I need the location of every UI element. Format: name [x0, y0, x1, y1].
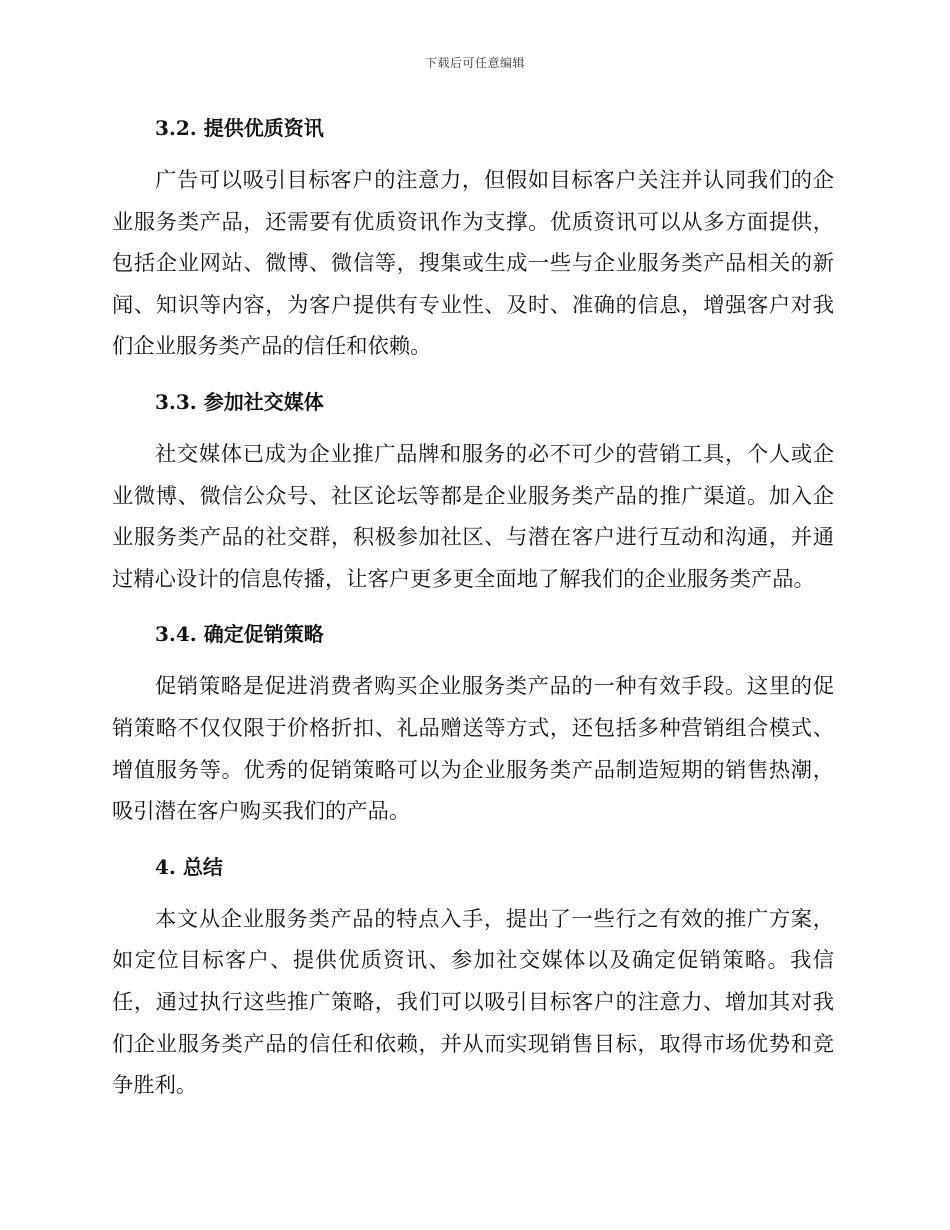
section-heading-3-2: 3.2. 提供优质资讯 [155, 116, 324, 140]
section-heading-3-3: 3.3. 参加社交媒体 [155, 389, 324, 414]
section-heading-4: 4. 总结 [155, 854, 223, 879]
section-paragraph-4: 本文从企业服务类产品的特点入手，提出了一些行之有效的推广方案，如定位目标客户、提供优质资讯、参加社交媒体以及确定促销策略。我信任，通过执行这些推广策略，我们可以吸引目标客户的注意力、增加其对我们企业服务类产品的信任和依赖，并从而实现销售目标，取得市场优势和竞争胜利。 [112, 906, 834, 1099]
page-header: 下载后可任意编辑 [424, 56, 525, 70]
section-paragraph-3-2: 广告可以吸引目标客户的注意力，但假如目标客户关注并认同我们的企业服务类产品，还需要有优质资讯作为支撑。优质资讯可以从多方面提供，包括企业网站、微博、微信等，搜集或生成一些与企业服务类产品相关的新闻、知识等内容，为客户提供有专业性、及时、准确的信息，增强客户对我们企业服务类产品的信任和依赖。 [112, 168, 834, 360]
section-heading-3-4: 3.4. 确定促销策略 [155, 622, 324, 647]
section-paragraph-3-4: 促销策略是促进消费者购买企业服务类产品的一种有效手段。这里的促销策略不仅仅限于价格折扣、礼品赠送等方式，还包括多种营销组合模式、增值服务等。优秀的促销策略可以为企业服务类产品制造短期的销售热潮，吸引潜在客户购买我们的产品。 [112, 674, 834, 825]
section-paragraph-3-3: 社交媒体已成为企业推广品牌和服务的必不可少的营销工具，个人或企业微博、微信公众号、社区论坛等都是企业服务类产品的推广渠道。加入企业服务类产品的社交群，积极参加社区、与潜在客户进行互动和沟通，并通过精心设计的信息传播，让客户更多更全面地了解我们的企业服务类产品。 [112, 441, 834, 592]
document-body [112, 108, 834, 1121]
